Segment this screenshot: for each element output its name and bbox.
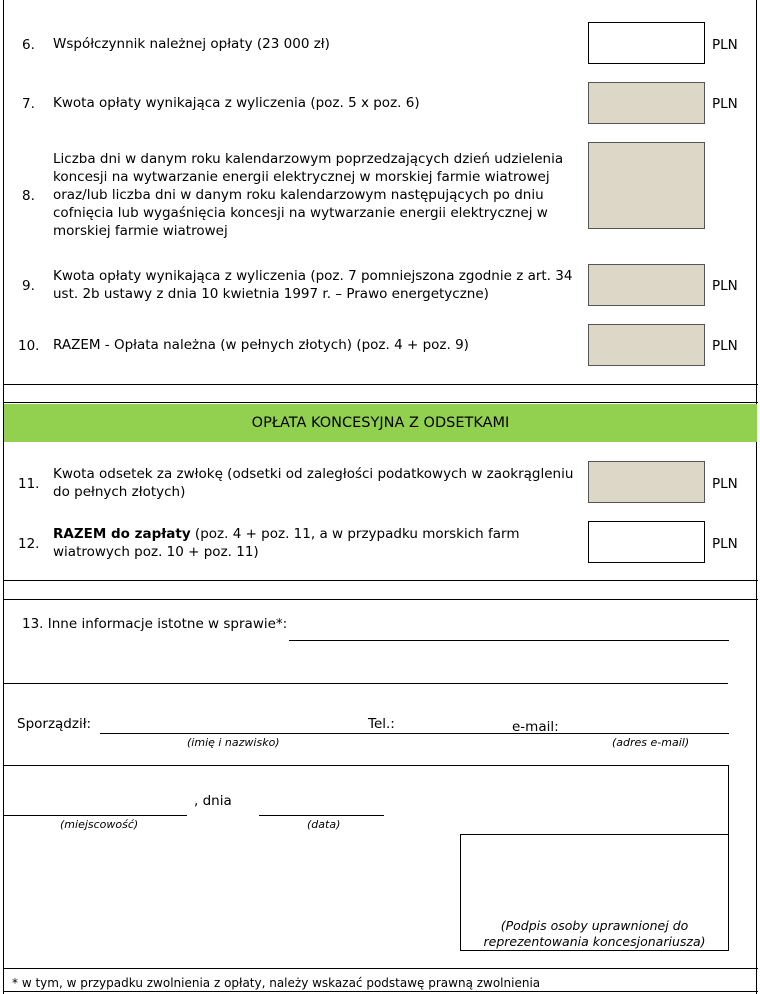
currency-label: PLN [712,278,738,294]
currency-label: PLN [712,338,738,354]
date-line[interactable] [259,815,384,816]
signature-caption-line: (Podpis osoby uprawnionej do [500,918,689,933]
row-label-line: cofnięcia lub wygaśnięcia koncesji na wytwarzanie energii elektrycznej w [53,205,548,221]
currency-label: PLN [712,96,738,112]
days-field [588,142,705,229]
total-label: RAZEM do zapłaty [53,526,191,542]
footnote: * w tym, w przypadku zwolnienia z opłaty, należy wskazać podstawę prawną zwolnienia [12,976,541,990]
row-label-line: ust. 2b ustawy z dnia 10 kwietnia 1997 r. – Prawo energetyczne) [53,286,489,302]
currency-label: PLN [712,536,738,552]
signature-caption-line: reprezentowania koncesjonariusza) [483,934,706,949]
place-line[interactable] [4,815,187,816]
name-line[interactable] [100,733,729,734]
frame-divider [3,968,758,969]
row-label [53,267,572,303]
amount-field [588,461,705,503]
prepared-by-label: Sporządził: [17,716,92,732]
row-label-line: do pełnych złotych) [53,484,186,500]
row-label-line: wiatrowych poz. 10 + poz. 11) [53,544,259,560]
frame-divider [3,991,758,992]
row-label-line: Liczba dni w danym roku kalendarzowym poprzedzających dzień udzielenia [53,151,564,167]
row-label: Kwota opłaty wynikająca z wyliczenia (poz. 5 x poz. 6) [53,95,420,111]
email-label: e-mail: [512,719,559,735]
row-label-line: Kwota odsetek za zwłokę (odsetki od zaległości podatkowych w zaokrągleniu [53,466,574,482]
currency-label: PLN [712,37,738,53]
frame-right [756,0,757,994]
amount-field [588,324,705,366]
frame-divider [3,384,758,385]
row-number: 8. [22,188,35,204]
row-label-line: koncesji na wytwarzanie energii elektrycznej w morskiej farmie wiatrowej [53,169,550,185]
name-caption: (imię i nazwisko) [187,736,280,749]
section-header [4,404,757,442]
row-label-line: Kwota opłaty wynikająca z wyliczenia (poz. 7 pomniejszona zgodnie z art. 34 [53,268,573,284]
date-separator: , dnia [194,793,232,809]
row-number: 7. [22,96,35,112]
signature-caption [460,918,729,950]
row-label [53,525,520,561]
row-number: 12. [18,536,40,552]
other-info-label: 13. Inne informacje istotne w sprawie*: [22,616,288,632]
amount-input[interactable] [588,22,705,64]
other-info-line[interactable] [4,683,728,684]
row-label: RAZEM - Opłata należna (w pełnych złotych) (poz. 4 + poz. 9) [53,337,469,353]
frame-left [3,0,4,994]
row-label-line: morskiej farmie wiatrowej [53,223,228,239]
row-label-line: oraz/lub liczba dni w danym roku kalendarzowym następujących po dniu [53,187,544,203]
block-right-line [728,765,729,837]
phone-label: Tel.: [368,716,395,732]
currency-label: PLN [712,476,738,492]
frame-divider [3,580,758,581]
row-number: 9. [22,278,35,294]
row-number: 6. [22,37,35,53]
date-caption: (data) [307,818,341,831]
email-caption: (adres e-mail) [612,736,690,749]
total-input[interactable] [588,521,705,563]
row-number: 11. [18,476,40,492]
row-label-line [53,525,520,543]
row-number: 10. [18,338,40,354]
place-caption: (miejscowość) [60,818,139,831]
amount-field [588,82,705,124]
block-top-line [3,765,729,766]
amount-field [588,264,705,306]
row-label-rest: (poz. 4 + poz. 11, a w przypadku morskich farm [190,526,520,542]
row-label [53,465,573,501]
frame-divider [3,402,758,403]
section-title: OPŁATA KONCESYJNA Z ODSETKAMI [251,415,510,431]
row-label [53,150,563,240]
other-info-line[interactable] [289,640,729,641]
frame-divider [3,599,758,600]
row-label: Współczynnik należnej opłaty (23 000 zł) [53,36,330,52]
